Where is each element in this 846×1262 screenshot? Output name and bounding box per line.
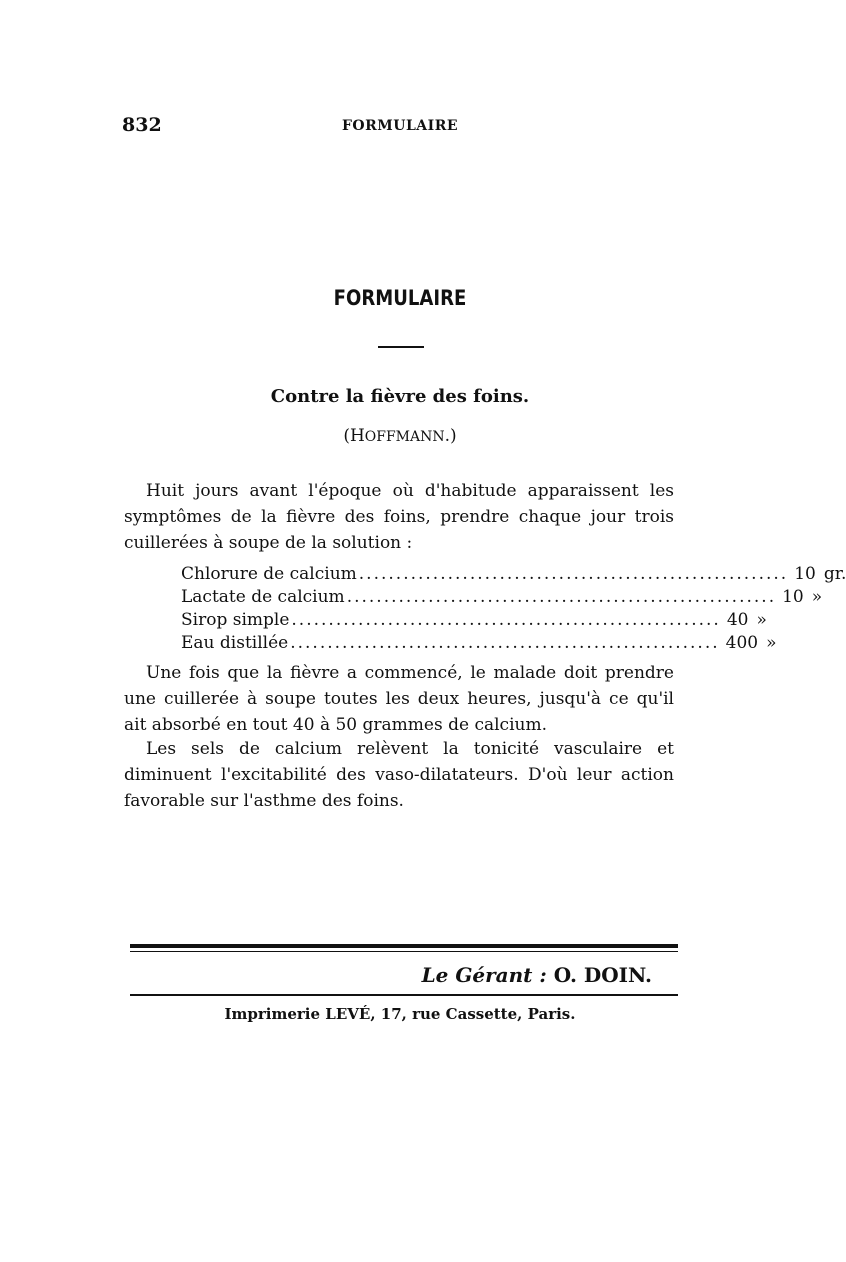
footer-rule-thick [130, 944, 678, 948]
ingredient-name: Sirop simple [181, 610, 290, 630]
gerant-signature [422, 963, 652, 987]
dot-leader: .......................................................... [346, 587, 777, 607]
ingredient-unit: » [766, 633, 777, 653]
recipe-subtitle: Contre la fièvre des foins. [270, 386, 530, 407]
ingredient-quantity: 10 [794, 564, 816, 584]
paragraph-instructions: Huit jours avant l'époque où d'habitude apparaissent les symptômes de la fièvre des foins, prendre chaque jour trois cuillerées à soupe de la solution : [124, 481, 674, 553]
imprint-rule [130, 994, 678, 996]
formula-row [181, 586, 823, 609]
title-divider [378, 346, 424, 348]
gerant-name: O. DOIN. [553, 963, 652, 987]
ingredient-name: Lactate de calcium [181, 587, 345, 607]
section-title: FORMULAIRE [333, 286, 467, 310]
formula-row [181, 563, 846, 586]
author-attribution [0, 426, 800, 446]
footer-rule-thin [130, 951, 678, 952]
ingredient-name: Eau distillée [181, 633, 289, 653]
formula-row [181, 609, 767, 632]
author-smallcaps: OFFMANN [364, 429, 445, 445]
paragraph-dosage: Une fois que la fièvre a commencé, le malade doit prendre une cuillerée à soupe toutes les deux heures, jusqu'à ce qu'il ait absorbé en tout 40 à 50 grammes de calcium. [124, 663, 674, 735]
page-number: 832 [122, 114, 162, 136]
ingredient-unit: » [756, 610, 767, 630]
ingredient-quantity: 10 [782, 587, 804, 607]
dot-leader: .......................................................... [290, 633, 720, 653]
dot-leader: .......................................................... [291, 610, 721, 630]
paragraph-mechanism: Les sels de calcium relèvent la tonicité vasculaire et diminuent l'excitabilité des vaso-dilatateurs. D'où leur action favorable sur l'asthme des foins. [124, 739, 674, 811]
ingredient-unit: » [811, 587, 823, 607]
formula-row [181, 632, 777, 655]
ingredient-quantity: 40 [726, 610, 749, 630]
ingredient-quantity: 400 [725, 633, 759, 653]
ingredient-name: Chlorure de calcium [181, 564, 357, 584]
ingredient-unit: gr. [823, 564, 846, 584]
formula-list [181, 563, 846, 655]
author-close: .) [444, 426, 457, 446]
gerant-label: Le Gérant : [421, 963, 547, 987]
author-open: (H [343, 426, 365, 446]
printer-imprint: Imprimerie LEVÉ, 17, rue Cassette, Paris. [224, 1005, 576, 1023]
dot-leader: .......................................................... [358, 564, 789, 584]
running-header: FORMULAIRE [341, 118, 459, 134]
